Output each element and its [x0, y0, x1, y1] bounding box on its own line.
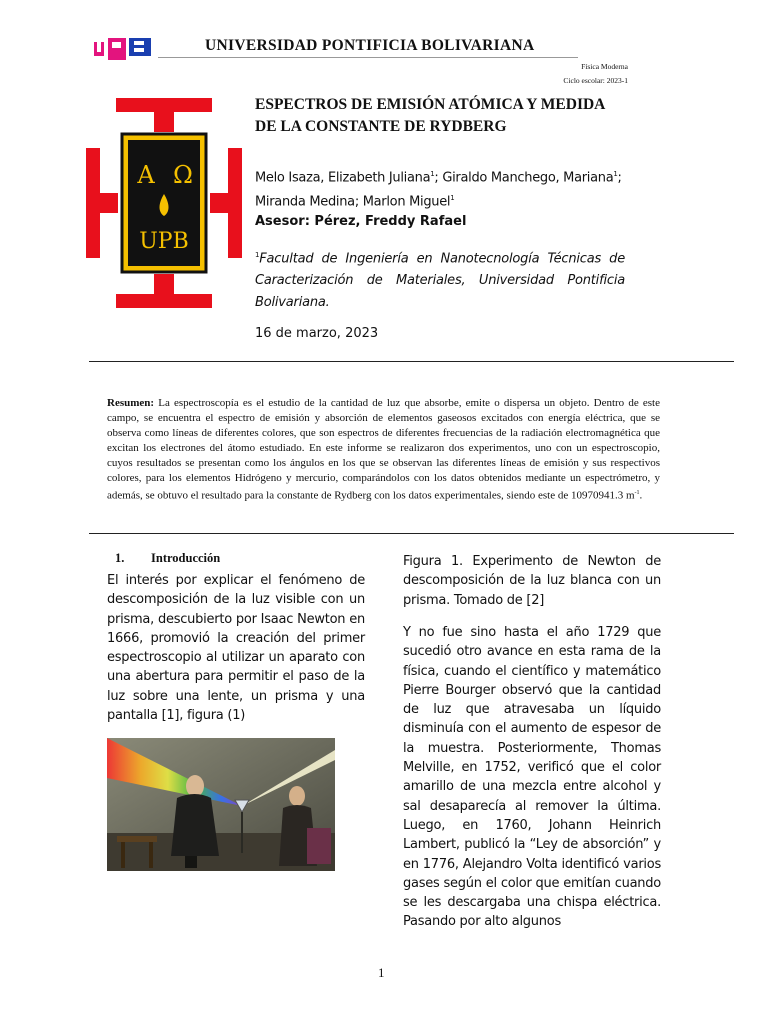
- crest-omega: Ω: [173, 161, 193, 189]
- section-rule: [89, 361, 734, 362]
- author-1: Melo Isaza, Elizabeth Juliana: [255, 170, 431, 186]
- course-name: Física Moderna: [581, 62, 628, 71]
- abstract: Resumen: La espectroscopía es el estudio de la cantidad de luz que absorbe, emite o dispersa un objeto. Dentro de este campo, se encuentra el espectro de emisión y absorción de elementos gaseosos excitados con energía eléctrica, que se observa como líneas de diferentes colores, que son espectros de diferentes frecuencias de la radiación electromagnética que excitan los electrones del átomo estudiado. En este informe se realizaron dos experimentos, uno con un espectroscopio, cuyos resultados se presentan como los ángulos en los que se observan las diferentes líneas de emisión y sus respectivos colores, para los elementos Hidrógeno y mercurio, comparándolos con los datos obtenidos mediante un espectrómetro, y además, se obtuvo el resultado para la constante de Rydberg con los datos experimentales, siendo este de 10970941.3 $m^{-1}$.: [107, 397, 660, 502]
- title-line-1: ESPECTROS DE EMISIÓN ATÓMICA Y MEDIDA: [255, 96, 606, 113]
- abstract-label: Resumen:: [107, 397, 155, 409]
- paper-title: [255, 94, 635, 138]
- abstract-text: La espectroscopía es el estudio de la cantidad de luz que absorbe, emite o dispersa un objeto. Dentro de este campo, se encuentra el espectro de emisión y absorción de elementos gaseosos excitados con energía eléctrica, que se observa como líneas de diferentes colores, que son espectros de diferentes frecuencias de la radiación electromagnética que excitan los electrones del átomo estudiado. En este informe se realizaron dos experimentos, uno con un espectroscopio, cuyos resultados se presentan como los ángulos en los que se observan las diferentes líneas de emisión y sus respectivos colores, para los elementos Hidrógeno y mercurio, comparándolos con los datos obtenidos mediante un espectrómetro, y además, se obtuvo el resultado para la constante de Rydberg con los datos experimentales, siendo este de 10970941.3 m: [107, 397, 660, 502]
- figure-caption: Figura 1. Experimento de Newton de descomposición de la luz blanca con un prisma. Tomado de [2]: [403, 554, 661, 608]
- page-number: 1: [378, 965, 385, 980]
- header-rule: [158, 57, 578, 58]
- upb-logo: [94, 36, 154, 60]
- newton-experiment-image: [107, 738, 335, 871]
- authors: Melo Isaza, Elizabeth Juliana$^1$; Giraldo Manchego, Mariana$^1$; Miranda Medina; Marlon Miguel$^1$: [255, 170, 622, 210]
- course-cycle: Ciclo escolar: 2023-1: [563, 76, 628, 85]
- university-name: UNIVERSIDAD PONTIFICIA BOLIVARIANA: [205, 37, 535, 54]
- section-heading: 1. Introducción: [115, 551, 221, 565]
- date: 16 de marzo, 2023: [255, 326, 379, 341]
- affiliation: $^1$Facultad de Ingeniería en Nanotecnología Técnicas de Caracterización de Materiales, Universidad Pontificia Bolivariana.: [255, 251, 625, 311]
- title-line-2: DE LA CONSTANTE DE RYDBERG: [255, 118, 507, 135]
- author-3: ; Miranda Medina; Marlon Miguel: [255, 170, 622, 210]
- section-rule: [89, 533, 734, 534]
- author-2: ; Giraldo Manchego, Mariana: [434, 170, 614, 186]
- body-paragraph: Y no fue sino hasta el año 1729 que sucedió otro avance en esta rama de la física, cuando el científico y matemático Pierre Bourger observó que la cantidad de luz que atravesaba un líquido disminuía con el aumento de espesor de la muestra. Posteriormente, Thomas Melville, en 1752, verificó que el color amarillo de una mezcla entre alcohol y sal desaparecía al remover la última. Luego, en 1760, Johann Heinrich Lambert, publicó la “Ley de absorción” y en 1776, Alejandro Volta identificó varios gases según el color que emitían cuando se les descargaba una chispa eléctrica. Pasando por alto algunos: [403, 625, 661, 930]
- university-crest: [86, 98, 242, 308]
- crest-initials: UPB: [139, 229, 189, 254]
- intro-paragraph: El interés por explicar el fenómeno de descomposición de la luz visible con un prisma, descubierto por Isaac Newton en 1666, promovió la creación del primer espectroscopio al utilizar un aparato con una abertura para permitir el paso de la luz sobre una lente, un prisma y una pantalla [1], figura (1): [107, 573, 365, 724]
- advisor: Asesor: Pérez, Freddy Rafael: [255, 214, 467, 229]
- crest-alpha: A: [137, 161, 155, 189]
